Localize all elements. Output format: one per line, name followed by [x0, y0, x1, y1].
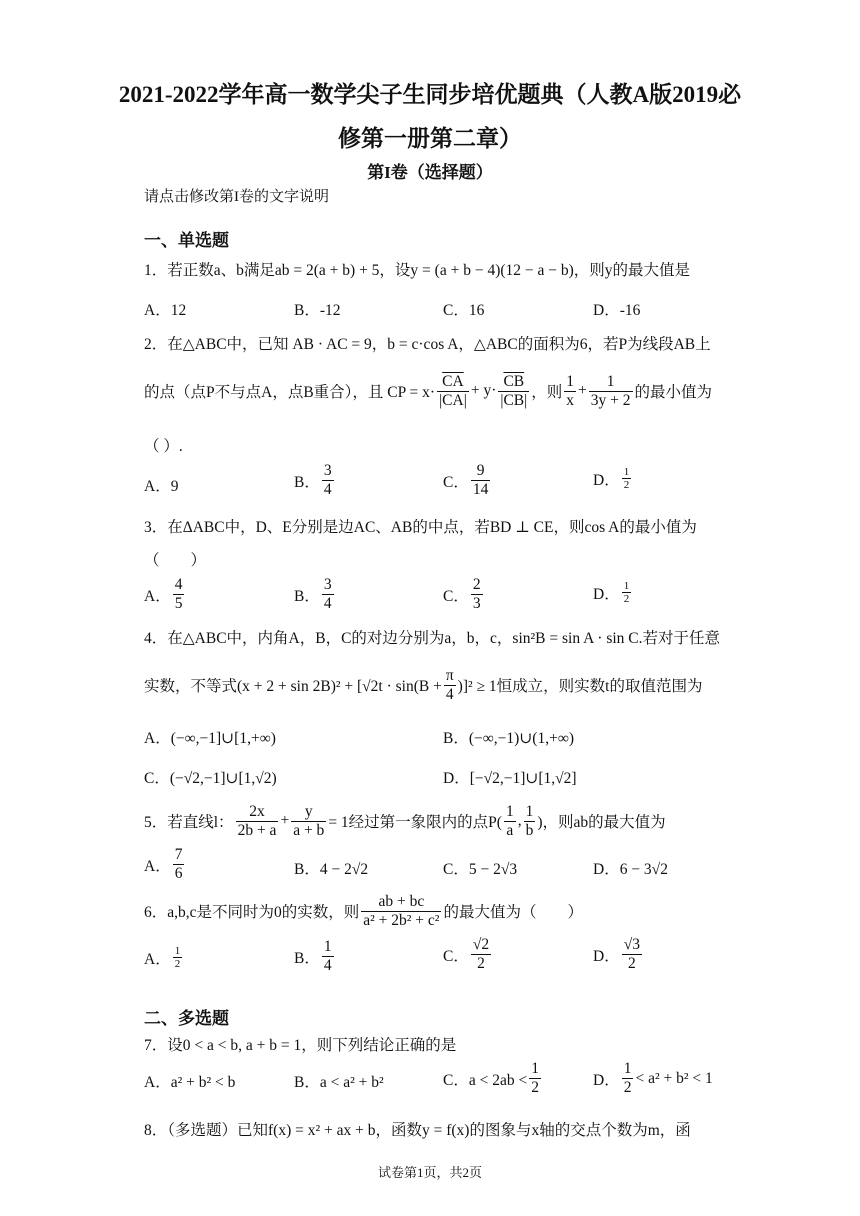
q2-line2b: + y· — [470, 382, 497, 399]
q4-option-b[interactable]: B．(−∞,−1)∪(1,+∞) — [443, 730, 575, 747]
q7-option-d[interactable]: D． $\frac{1}{2}$ < a² + b² < 1 — [593, 1060, 713, 1096]
q7-option-c[interactable]: C．a < 2ab < $\frac{1}{2}$ — [443, 1060, 539, 1096]
q2-line2 — [144, 366, 712, 416]
q4-pi-frac: $\frac{\pi}{4}$ — [445, 666, 454, 703]
page-footer: 试卷第1页，共2页 — [377, 1165, 482, 1180]
q2-option-b[interactable]: B． $\frac{3}{4}$ — [294, 462, 332, 498]
q2-line2d: 的最小值为 — [634, 384, 713, 401]
q2-unit-cb: $\frac{\overline{CB}}{|CB|}$ — [500, 372, 528, 409]
q4-option-a[interactable]: A．(−∞,−1]∪[1,+∞) — [144, 730, 276, 747]
q2-frac1: $\frac{1}{x}$ — [566, 372, 575, 409]
q7-stem: 7．设0 < a < b, a + b = 1，则下列结论正确的是 — [144, 1037, 457, 1054]
section-multi-choice: 二、多选题 — [144, 1009, 229, 1028]
q1-option-c[interactable]: C．16 — [443, 302, 485, 319]
q3-option-c[interactable]: C． $\frac{2}{3}$ — [443, 576, 481, 612]
q6-option-c[interactable]: C． $\frac{√2}{2}$ — [443, 936, 490, 972]
part-note[interactable]: 请点击修改第I卷的文字说明 — [144, 189, 329, 205]
q2-line2c: ，则 — [531, 384, 563, 401]
q6-option-a[interactable]: A． $\frac{1}{2}$ — [144, 945, 181, 970]
q5-option-a[interactable]: A． $\frac{7}{6}$ — [144, 846, 183, 882]
q4-option-c[interactable]: C．(−√2,−1]∪[1,√2) — [144, 770, 277, 787]
q8-stem: 8．（多选题）已知f(x) = x² + ax + b，函数y = f(x)的图象与x轴的交点个数为m，函 — [144, 1122, 691, 1139]
part-title: 第I卷（选择题） — [367, 163, 493, 182]
q7-option-b[interactable]: B．a < a² + b² — [294, 1074, 384, 1091]
q2-line3: （ ）. — [144, 438, 183, 455]
q1-option-d[interactable]: D．-16 — [593, 302, 641, 319]
q3-line1: 3．在ΔABC中，D、E分别是边AC、AB的中点，若BD ⊥ CE，则cos A的最小值为 — [144, 519, 697, 536]
q5-option-d[interactable]: D．6 − 3√2 — [593, 861, 668, 878]
q5-stem: 5．若直线l： $\frac{2x}{2b + a}$ + $\frac{y}{a + b}$ = 1经过第一象限内的点P( $\frac{1}{a}$ , $\frac{1}{b}$ )，则ab的最大值为 — [144, 802, 666, 839]
q6-stem: 6．a,b,c是不同时为0的实数，则 $\frac{ab + bc}{\text{a² + 2b² + c²}}$ 的最大值为（ ） — [144, 892, 583, 929]
q6-option-b[interactable]: B． $\frac{1}{4}$ — [294, 938, 332, 974]
q1-stem: 1．若正数a、b满足ab = 2(a + b) + 5，设y = (a + b − 4)(12 − a − b)，则y的最大值是 — [144, 262, 691, 279]
q3-option-b[interactable]: B． $\frac{3}{4}$ — [294, 576, 332, 612]
q2-line2a: 的点（点P不与点A，点B重合），且 CP = x· — [144, 384, 436, 401]
q7-option-a[interactable]: A．a² + b² < b — [144, 1074, 236, 1091]
section-single-choice: 一、单选题 — [144, 231, 229, 250]
q2-line1: 2．在△ABC中，已知 AB · AC = 9，b = c·cos A，△ABC的面积为6，若P为线段AB上 — [144, 336, 711, 353]
q2-option-d[interactable]: D． $\frac{1}{2}$ — [593, 466, 630, 491]
q2-frac2: $\frac{1}{3y + 2}$ — [590, 372, 631, 409]
q6-option-d[interactable]: D． $\frac{√3}{2}$ — [593, 936, 640, 972]
q2-unit-ca: $\frac{\overline{CA}}{|CA|}$ — [439, 372, 467, 409]
q2-plus: + — [578, 382, 587, 399]
q3-line2: （ ） — [144, 552, 207, 569]
q3-option-a[interactable]: A． $\frac{4}{5}$ — [144, 576, 183, 612]
q3-option-d[interactable]: D． $\frac{1}{2}$ — [593, 580, 630, 605]
q5-option-b[interactable]: B．4 − 2√2 — [294, 861, 369, 878]
q2-option-c[interactable]: C． $\frac{9}{14}$ — [443, 462, 489, 498]
q5-option-c[interactable]: C．5 − 2√3 — [443, 861, 518, 878]
q4-option-d[interactable]: D．[−√2,−1]∪[1,√2] — [443, 770, 577, 787]
q4-line2: 实数，不等式(x + 2 + sin 2B)² + [√2t · sin(B + $\frac{\pi}{4}$ )]² ≥ 1恒成立，则实数t的取值范围为 — [144, 666, 703, 703]
q1-option-b[interactable]: B．-12 — [294, 302, 341, 319]
paper-title-line1: 2021-2022学年高一数学尖子生同步培优题典（人教A版2019必 — [118, 82, 742, 107]
q2-option-a[interactable]: A．9 — [144, 478, 179, 495]
q1-option-a[interactable]: A．12 — [144, 302, 187, 319]
paper-title-line2: 修第一册第二章） — [338, 126, 522, 151]
q4-line1: 4．在△ABC中，内角A，B，C的对边分别为a，b，c，sin²B = sin A · sin C.若对于任意 — [144, 630, 721, 647]
